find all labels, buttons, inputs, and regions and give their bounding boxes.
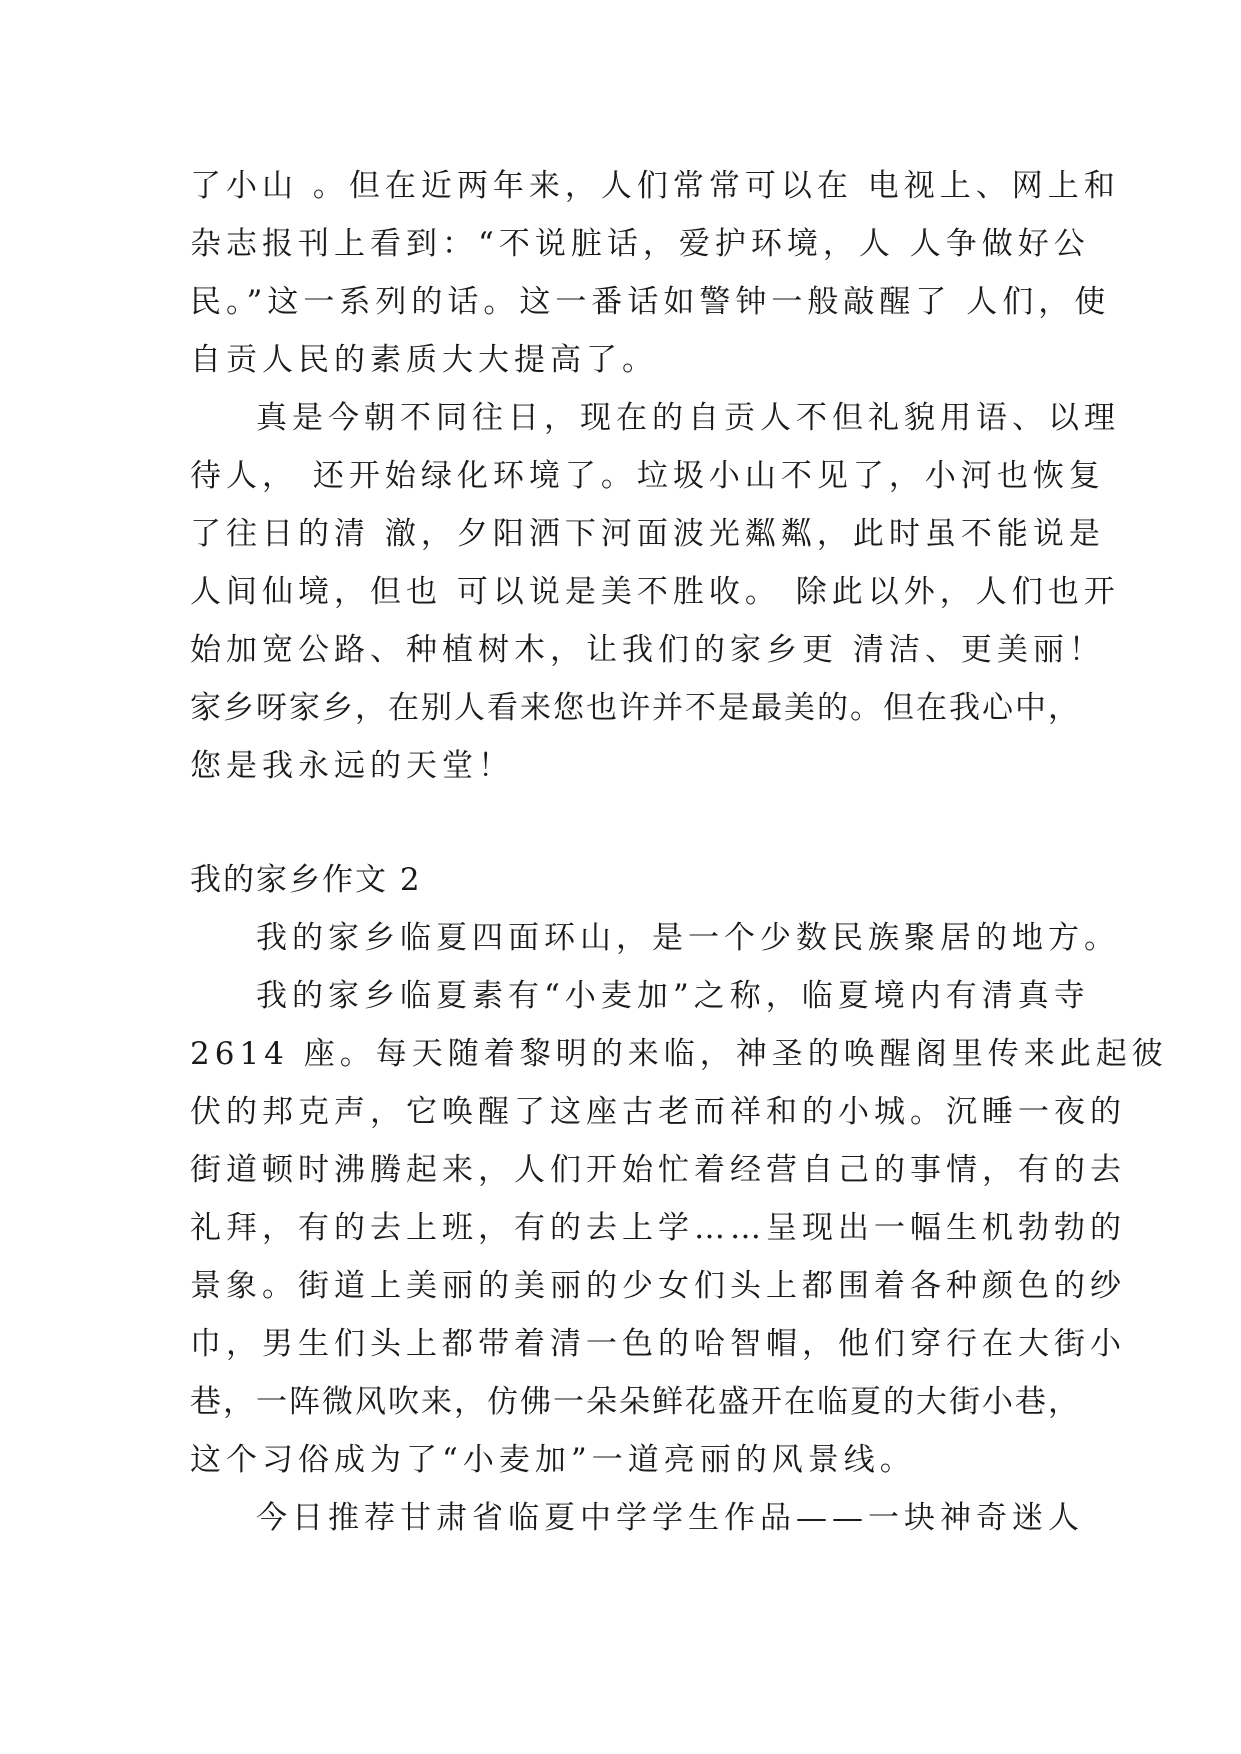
text-line: 自贡人民的素质大大提高了。	[190, 342, 658, 378]
section-heading: 我的家乡作文 2	[190, 862, 422, 898]
text-line: 家乡呀家乡，在别人看来您也许并不是最美的。但在我心中，	[190, 690, 1081, 726]
text-line: 今日推荐甘肃省临夏中学学生作品——一块神奇迷人	[256, 1500, 1084, 1536]
text-line: 您是我永远的天堂！	[190, 748, 514, 784]
text-line: 我的家乡临夏素有“小麦加”之称，临夏境内有清真寺	[256, 978, 1090, 1014]
text-line: 了小山 。但在近两年来，人们常常可以在 电视上、网上和	[190, 168, 1120, 204]
text-line: 2614 座。每天随着黎明的来临，神圣的唤醒阁里传来此起彼	[190, 1036, 1168, 1072]
text-line: 巷，一阵微风吹来，仿佛一朵朵鲜花盛开在临夏的大街小巷，	[190, 1384, 1081, 1420]
text-line: 景象。街道上美丽的美丽的少女们头上都围着各种颜色的纱	[190, 1268, 1126, 1304]
text-line: 礼拜，有的去上班，有的去上学……呈现出一幅生机勃勃的	[190, 1210, 1126, 1246]
text-line: 我的家乡临夏四面环山，是一个少数民族聚居的地方。	[256, 920, 1120, 956]
text-line: 人间仙境，但也 可以说是美不胜收。 除此以外，人们也开	[190, 574, 1120, 610]
text-line: 真是今朝不同往日，现在的自贡人不但礼貌用语、以理	[256, 400, 1120, 436]
text-line: 巾，男生们头上都带着清一色的哈智帽，他们穿行在大街小	[190, 1326, 1126, 1362]
text-line: 街道顿时沸腾起来，人们开始忙着经营自己的事情，有的去	[190, 1152, 1126, 1188]
text-line: 了往日的清 澈，夕阳洒下河面波光粼粼，此时虽不能说是	[190, 516, 1105, 552]
text-line: 这个习俗成为了“小麦加”一道亮丽的风景线。	[190, 1442, 916, 1478]
text-line: 民。”这一系列的话。这一番话如警钟一般敲醒了 人们，使	[190, 284, 1111, 320]
text-line: 始加宽公路、种植树木，让我们的家乡更 清洁、更美丽！	[190, 632, 1105, 668]
text-line: 待人， 还开始绿化环境了。垃圾小山不见了，小河也恢复	[190, 458, 1105, 494]
text-line: 杂志报刊上看到：“不说脏话，爱护环境，人 人争做好公	[190, 226, 1090, 262]
text-line: 伏的邦克声，它唤醒了这座古老而祥和的小城。沉睡一夜的	[190, 1094, 1126, 1130]
